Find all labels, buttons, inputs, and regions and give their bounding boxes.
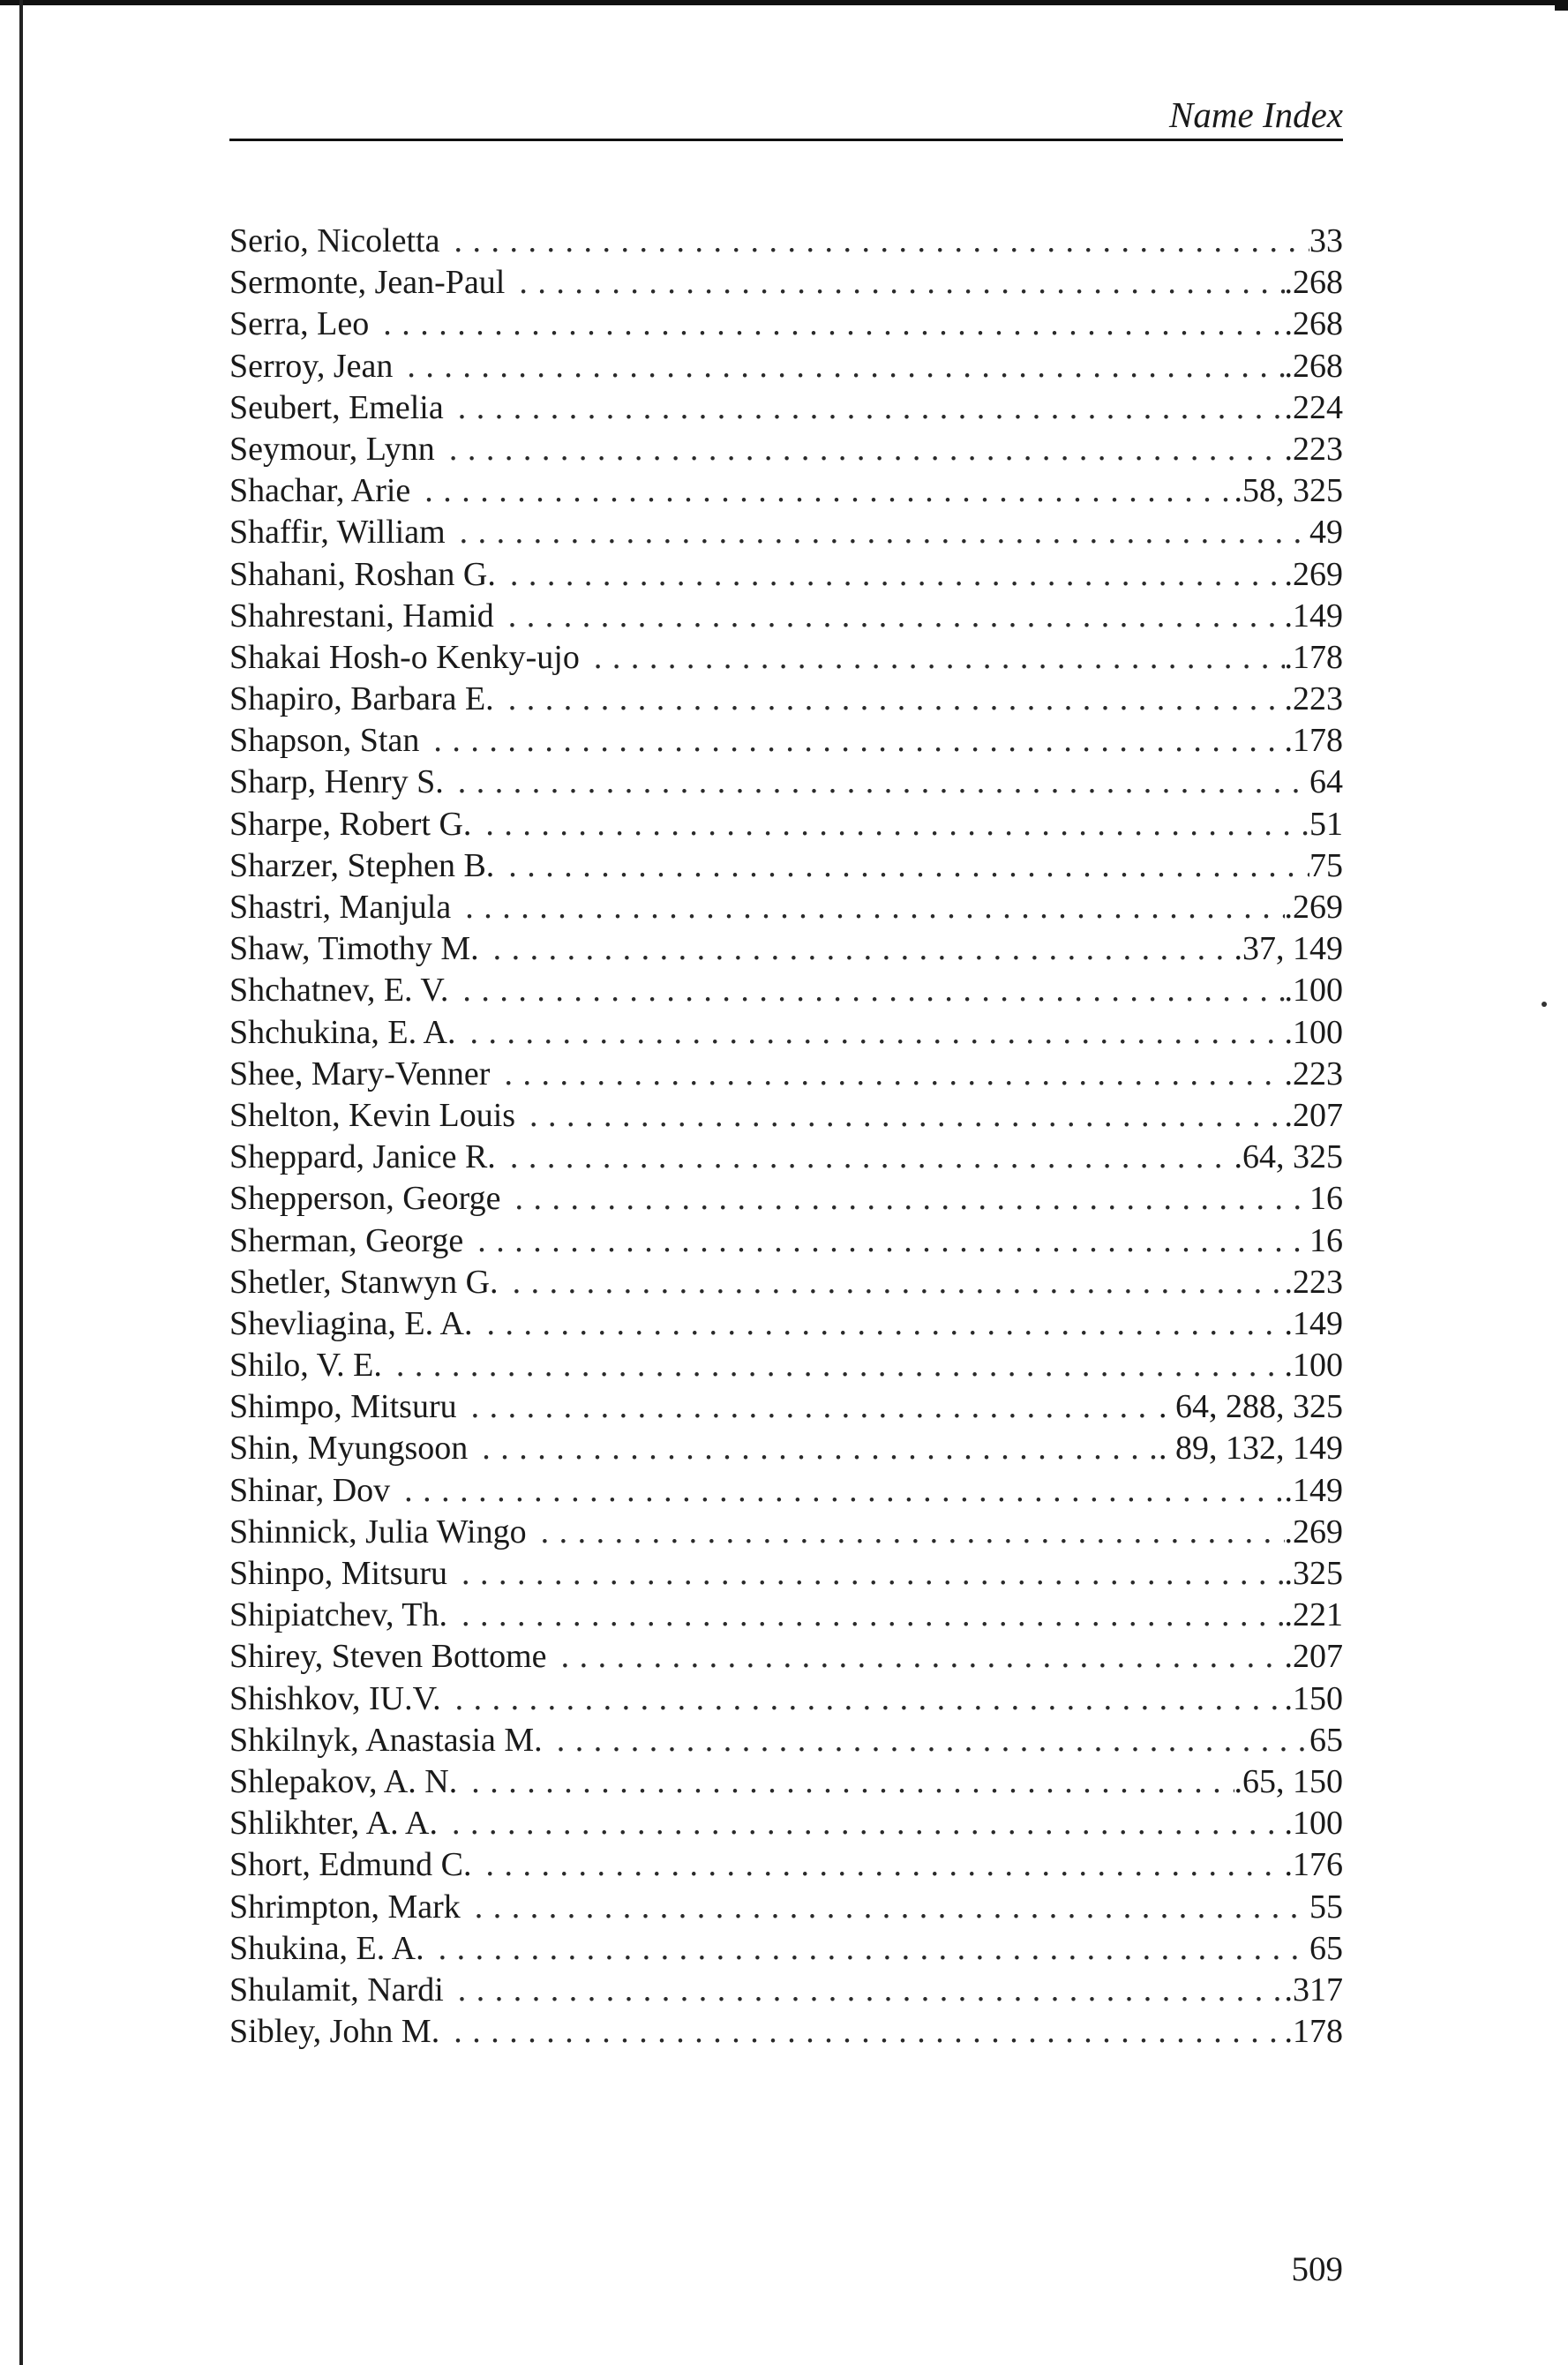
index-entry: [229, 1220, 1343, 1262]
entry-name: Shrimpton, Mark: [229, 1888, 461, 1926]
name-index-list: [229, 221, 1343, 2053]
index-entry: [229, 1095, 1343, 1137]
dot-leader: [493, 928, 1234, 970]
dot-leader: [477, 1220, 1309, 1262]
entry-pages: .221: [1284, 1596, 1343, 1634]
entry-name: Sharzer, Stephen B.: [229, 846, 495, 884]
top-border-rule: [0, 0, 1568, 5]
dot-leader: [541, 1512, 1285, 1553]
entry-name: Shepperson, George: [229, 1180, 501, 1218]
dot-leader: [452, 1803, 1285, 1844]
running-head: Name Index: [1169, 94, 1343, 135]
entry-pages: . 64, 288, 325: [1159, 1388, 1343, 1426]
index-entry: [229, 970, 1343, 1011]
entry-name: Shachar, Arie: [229, 472, 411, 510]
entry-name: Serroy, Jean: [229, 347, 394, 385]
entry-pages: .223: [1284, 1263, 1343, 1301]
entry-name: Shastri, Manjula: [229, 889, 452, 926]
dot-leader: [383, 304, 1284, 345]
dot-leader: [458, 762, 1309, 803]
entry-pages: .268: [1284, 305, 1343, 343]
entry-pages: .317: [1284, 1971, 1343, 2008]
entry-pages: .325: [1284, 1555, 1343, 1592]
entry-name: Shishkov, IU.V.: [229, 1679, 441, 1717]
index-entry: [229, 1303, 1343, 1345]
index-entry: [229, 1428, 1343, 1469]
index-entry: [229, 1844, 1343, 1886]
index-entry: [229, 1178, 1343, 1220]
index-entry: [229, 1512, 1343, 1553]
dot-leader: [508, 596, 1285, 637]
index-entry: [229, 429, 1343, 470]
entry-name: Shin, Myungsoon: [229, 1430, 469, 1468]
entry-pages: .149: [1284, 597, 1343, 634]
entry-name: Short, Edmund C.: [229, 1846, 472, 1884]
entry-pages: .269: [1284, 555, 1343, 593]
dot-leader: [461, 1595, 1285, 1636]
dot-leader: [519, 262, 1284, 304]
entry-pages: .58, 325: [1234, 472, 1343, 510]
index-entry: [229, 1345, 1343, 1386]
entry-name: Shapiro, Barbara E.: [229, 680, 494, 718]
dot-leader: [461, 1553, 1284, 1595]
entry-pages: .37, 149: [1234, 930, 1343, 968]
entry-name: Seymour, Lynn: [229, 430, 435, 468]
entry-name: Seubert, Emelia: [229, 388, 444, 426]
page-number: 509: [1291, 2250, 1343, 2288]
entry-pages: .65, 150: [1234, 1762, 1343, 1800]
entry-name: Shipiatchev, Th.: [229, 1596, 447, 1634]
entry-name: Serio, Nicoletta: [229, 222, 440, 259]
dot-leader: [514, 1178, 1309, 1220]
index-entry: [229, 1262, 1343, 1303]
dot-leader: [510, 554, 1285, 596]
entry-pages: .269: [1284, 1513, 1343, 1550]
dot-leader: [469, 1012, 1284, 1054]
entry-pages: .149: [1284, 1471, 1343, 1509]
entry-name: Shapson, Stan: [229, 722, 420, 760]
index-entry: [229, 637, 1343, 679]
index-entry: [229, 1012, 1343, 1054]
dot-leader: [508, 679, 1285, 720]
entry-pages: 65: [1309, 1721, 1343, 1759]
entry-pages: 16: [1309, 1180, 1343, 1218]
index-entry: [229, 470, 1343, 512]
dot-leader: [485, 1844, 1284, 1886]
index-entry: [229, 1928, 1343, 1970]
entry-name: Shilo, V. E.: [229, 1347, 382, 1385]
header-rule: [229, 139, 1343, 141]
dot-leader: [439, 1928, 1309, 1970]
index-entry: [229, 1720, 1343, 1761]
index-entry: [229, 1470, 1343, 1512]
dot-leader: [462, 970, 1284, 1011]
entry-pages: 33: [1309, 222, 1343, 259]
dot-leader: [455, 1678, 1285, 1720]
dot-leader: [460, 512, 1309, 553]
scan-corner-mark: [1555, 0, 1568, 11]
entry-pages: . 89, 132, 149: [1159, 1430, 1343, 1468]
index-entry: [229, 554, 1343, 596]
index-entry: [229, 596, 1343, 637]
dot-leader: [508, 845, 1309, 887]
entry-pages: .207: [1284, 1638, 1343, 1676]
dot-leader: [485, 804, 1309, 845]
dot-leader: [504, 1054, 1284, 1095]
index-entry: [229, 512, 1343, 553]
entry-pages: .100: [1284, 1805, 1343, 1843]
entry-pages: .64, 325: [1234, 1138, 1343, 1176]
stray-ink-dot: [1542, 1002, 1547, 1007]
entry-pages: 64: [1309, 763, 1343, 801]
dot-leader: [465, 887, 1284, 928]
index-entry: [229, 346, 1343, 387]
index-entry: [229, 1054, 1343, 1095]
entry-name: Sharpe, Robert G.: [229, 805, 472, 843]
index-entry: [229, 304, 1343, 345]
index-entry: [229, 262, 1343, 304]
entry-pages: .223: [1284, 680, 1343, 718]
entry-name: Shaffir, William: [229, 514, 446, 552]
entry-pages: .224: [1284, 388, 1343, 426]
dot-leader: [424, 470, 1234, 512]
index-entry: [229, 2011, 1343, 2053]
entry-name: Shaw, Timothy M.: [229, 930, 479, 968]
index-entry: [229, 804, 1343, 845]
index-entry: [229, 720, 1343, 762]
index-entry: [229, 1761, 1343, 1803]
dot-leader: [471, 1761, 1234, 1803]
entry-name: Shevliagina, E. A.: [229, 1304, 473, 1342]
entry-name: Shakai Hosh-o Kenky-ujo: [229, 638, 580, 676]
entry-pages: .268: [1284, 264, 1343, 302]
dot-leader: [449, 429, 1285, 470]
entry-name: Sheppard, Janice R.: [229, 1138, 496, 1176]
entry-name: Shukina, E. A.: [229, 1929, 424, 1967]
index-entry: [229, 1386, 1343, 1428]
entry-name: Sherman, George: [229, 1221, 464, 1259]
left-border-rule: [19, 0, 23, 2365]
dot-leader: [407, 346, 1284, 387]
entry-name: Shulamit, Nardi: [229, 1971, 444, 2008]
dot-leader: [486, 1303, 1284, 1345]
index-entry: [229, 887, 1343, 928]
dot-leader: [510, 1137, 1234, 1178]
entry-name: Shahani, Roshan G.: [229, 555, 496, 593]
index-entry: [229, 1803, 1343, 1844]
dot-leader: [529, 1095, 1284, 1137]
entry-name: Shelton, Kevin Louis: [229, 1096, 516, 1134]
entry-pages: .269: [1284, 889, 1343, 926]
index-entry: [229, 1595, 1343, 1636]
entry-name: Shimpo, Mitsuru: [229, 1388, 457, 1426]
entry-pages: .207: [1284, 1096, 1343, 1134]
index-entry: [229, 1636, 1343, 1678]
entry-pages: .178: [1284, 722, 1343, 760]
dot-leader: [458, 387, 1285, 429]
entry-name: Shlikhter, A. A.: [229, 1805, 438, 1843]
entry-name: Shinar, Dov: [229, 1471, 391, 1509]
index-entry: [229, 845, 1343, 887]
entry-name: Shinnick, Julia Wingo: [229, 1513, 527, 1550]
entry-name: Shkilnyk, Anastasia M.: [229, 1721, 543, 1759]
entry-pages: .268: [1284, 347, 1343, 385]
dot-leader: [475, 1887, 1309, 1928]
entry-pages: .176: [1284, 1846, 1343, 1884]
entry-name: Shinpo, Mitsuru: [229, 1555, 448, 1592]
entry-name: Shchukina, E. A.: [229, 1013, 456, 1051]
entry-pages: 75: [1309, 846, 1343, 884]
dot-leader: [404, 1470, 1284, 1512]
entry-pages: .223: [1284, 1055, 1343, 1092]
dot-leader: [557, 1720, 1309, 1761]
index-entry: [229, 1970, 1343, 2011]
index-entry: [229, 1887, 1343, 1928]
entry-pages: .178: [1284, 2013, 1343, 2051]
index-entry: [229, 928, 1343, 970]
dot-leader: [433, 720, 1284, 762]
entry-name: Shirey, Steven Bottome: [229, 1638, 547, 1676]
entry-name: Shahrestani, Hamid: [229, 597, 494, 634]
entry-name: Shlepakov, A. N.: [229, 1762, 458, 1800]
entry-pages: .178: [1284, 638, 1343, 676]
entry-pages: .100: [1284, 1013, 1343, 1051]
entry-pages: .149: [1284, 1304, 1343, 1342]
entry-name: Sibley, John M.: [229, 2013, 440, 2051]
entry-name: Sermonte, Jean-Paul: [229, 264, 506, 302]
dot-leader: [471, 1386, 1159, 1428]
dot-leader: [482, 1428, 1159, 1469]
dot-leader: [454, 2011, 1284, 2053]
index-entry: [229, 1137, 1343, 1178]
entry-name: Shee, Mary-Venner: [229, 1055, 491, 1092]
index-entry: [229, 1553, 1343, 1595]
entry-pages: 51: [1309, 805, 1343, 843]
entry-pages: .223: [1284, 430, 1343, 468]
entry-pages: 49: [1309, 514, 1343, 552]
dot-leader: [513, 1262, 1285, 1303]
entry-pages: .100: [1284, 1347, 1343, 1385]
dot-leader: [454, 221, 1309, 262]
dot-leader: [458, 1970, 1285, 2011]
index-entry: [229, 221, 1343, 262]
dot-leader: [594, 637, 1285, 679]
entry-name: Sharp, Henry S.: [229, 763, 444, 801]
index-entry: [229, 762, 1343, 803]
entry-pages: .150: [1284, 1679, 1343, 1717]
dot-leader: [396, 1345, 1285, 1386]
entry-pages: 55: [1309, 1888, 1343, 1926]
entry-pages: 16: [1309, 1221, 1343, 1259]
index-entry: [229, 1678, 1343, 1720]
entry-name: Shchatnev, E. V.: [229, 972, 449, 1010]
index-entry: [229, 387, 1343, 429]
index-entry: [229, 679, 1343, 720]
entry-pages: .100: [1284, 972, 1343, 1010]
entry-pages: 65: [1309, 1929, 1343, 1967]
entry-name: Serra, Leo: [229, 305, 370, 343]
entry-name: Shetler, Stanwyn G.: [229, 1263, 499, 1301]
dot-leader: [561, 1636, 1285, 1678]
